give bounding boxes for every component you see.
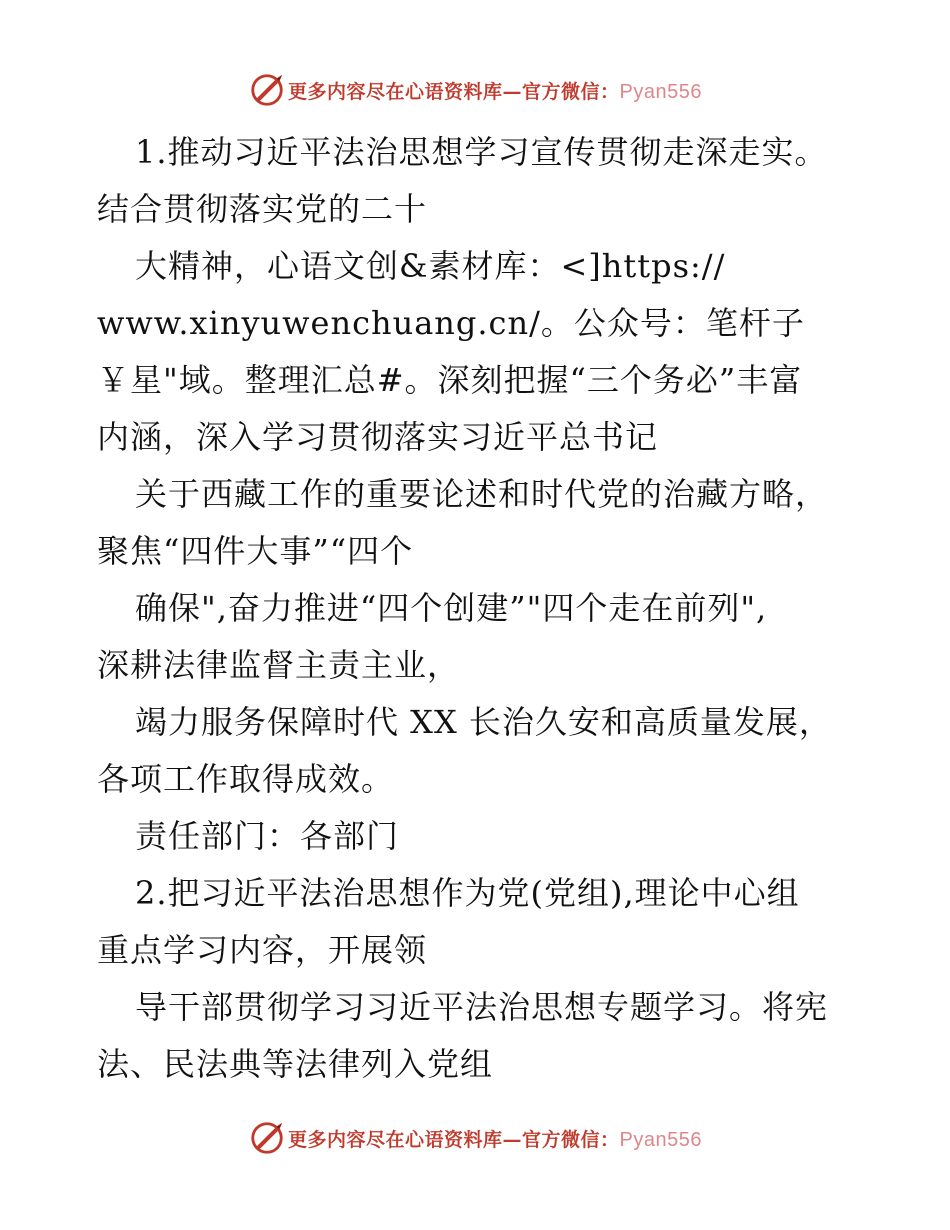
paragraph-line: 法、民法典等法律列入党组 [97, 1045, 494, 1083]
banner-text [288, 1125, 702, 1152]
paragraph-line: 结合贯彻落实党的二十 [97, 190, 428, 228]
banner-site-name: 更多内容尽在心语资料库 [288, 80, 503, 103]
paragraph-line: 重点学习内容，开展领 [97, 931, 428, 969]
paragraph-line: 各项工作取得成效。 [97, 760, 395, 798]
paragraph-line: ￥星"域。整理汇总#。深刻把握“三个务必”丰富 [97, 361, 803, 399]
banner-wechat-id: Pyan556 [619, 1128, 702, 1151]
header-watermark-banner [0, 68, 950, 112]
document-body [97, 124, 887, 1093]
banner-text [288, 77, 702, 104]
paragraph-line: 聚焦“四件大事”“四个 [97, 532, 414, 570]
paragraph-line: 大精神，心语文创&素材库：<]https:// [135, 247, 726, 285]
banner-wechat-label: —官方微信： [502, 80, 620, 103]
quill-pen-logo-icon [248, 1119, 286, 1157]
quill-pen-logo-icon [248, 71, 286, 109]
banner-site-name: 更多内容尽在心语资料库 [288, 1128, 503, 1151]
paragraph-line: 内涵，深入学习贯彻落实习近平总书记 [97, 418, 659, 456]
paragraph-line: 导干部贯彻学习习近平法治思想专题学习。将宪 [135, 988, 829, 1026]
banner-wechat-id: Pyan556 [619, 80, 702, 103]
paragraph-line: 1.推动习近平法治思想学习宣传贯彻走深走实。 [135, 133, 828, 171]
paragraph-line: 深耕法律监督主责主业， [97, 646, 461, 684]
paragraph-line: 确保",奋力推进“四个创建”"四个走在前列", [135, 589, 768, 627]
banner-wechat-label: —官方微信： [502, 1128, 620, 1151]
responsible-department: 责任部门：各部门 [135, 817, 400, 855]
footer-watermark-banner [0, 1116, 950, 1160]
paragraph-line: 关于西藏工作的重要论述和时代党的治藏方略， [135, 475, 829, 513]
paragraph-line: 竭力服务保障时代 XX 长治久安和高质量发展， [135, 703, 832, 741]
paragraph-line: 2.把习近平法治思想作为党(党组),理论中心组 [135, 874, 800, 912]
paragraph-line: www.xinyuwenchuang.cn/。公众号：笔杆子 [97, 304, 805, 342]
